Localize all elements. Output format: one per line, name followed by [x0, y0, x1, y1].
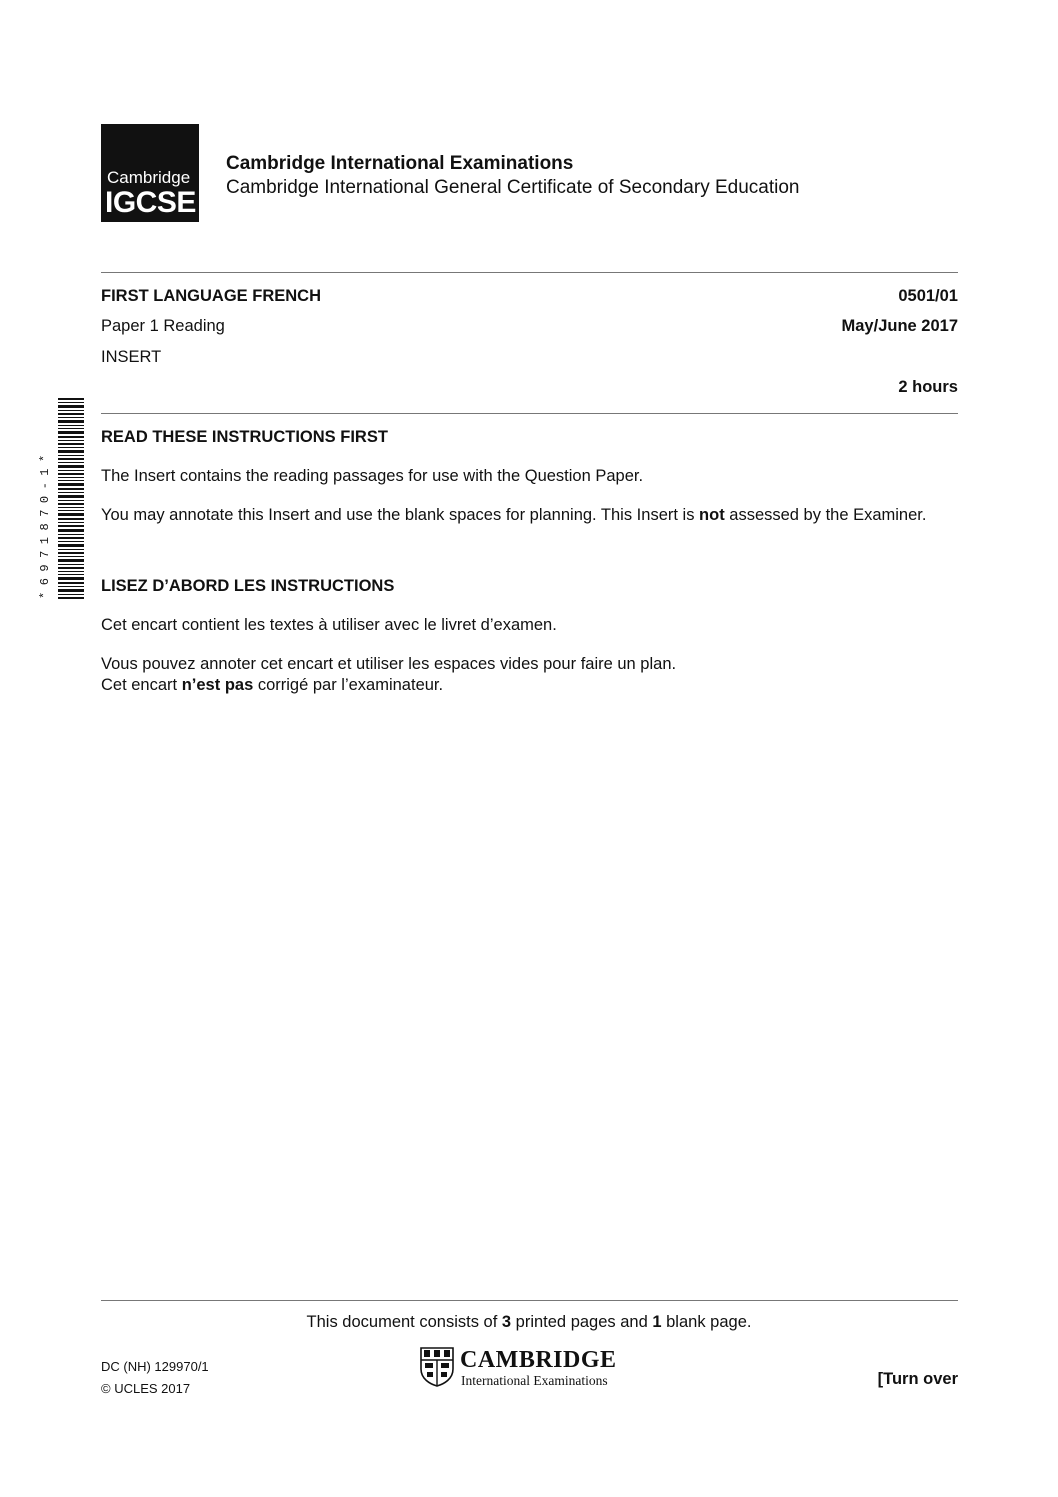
duration: 2 hours [898, 378, 958, 396]
instructions-en-p2-a: You may annotate this Insert and use the blank spaces for planning. This Insert is [101, 506, 700, 524]
exam-session: May/June 2017 [841, 317, 958, 335]
page-count-b: printed pages and [511, 1313, 653, 1331]
barcode-text: *6971870-1* [38, 448, 52, 599]
document-code-block [101, 1356, 209, 1400]
instructions-heading-en: READ THESE INSTRUCTIONS FIRST [101, 428, 388, 446]
barcode [38, 398, 86, 600]
paper-code: 0501/01 [898, 287, 958, 305]
insert-label: INSERT [101, 348, 162, 366]
instructions-fr-p3-a: Cet encart [101, 676, 182, 694]
org-subtitle: Cambridge International General Certificate of Secondary Education [226, 177, 800, 198]
doc-code: DC (NH) 129970/1 [101, 1359, 209, 1374]
instructions-fr-p3 [101, 675, 958, 696]
page-count-note [0, 1313, 1058, 1332]
barcode-graphic [38, 398, 86, 600]
instructions-en-p2 [101, 505, 958, 526]
top-divider [101, 272, 958, 273]
logo-small-text: Cambridge [107, 168, 191, 187]
subject-title: FIRST LANGUAGE FRENCH [101, 287, 321, 305]
blank-pages-count: 1 [652, 1313, 662, 1331]
cambridge-wordmark: CAMBRIDGE [460, 1347, 617, 1373]
mid-divider [101, 413, 958, 414]
paper-name: Paper 1 Reading [101, 317, 225, 335]
cambridge-igcse-logo [101, 124, 199, 222]
cambridge-crest-icon [420, 1347, 454, 1387]
instructions-heading-fr: LISEZ D’ABORD LES INSTRUCTIONS [101, 577, 395, 595]
cambridge-examinations-logo [420, 1347, 630, 1389]
copyright: © UCLES 2017 [101, 1381, 191, 1396]
logo-big-text: IGCSE [105, 186, 196, 219]
page-count-a: This document consists of [306, 1313, 502, 1331]
printed-pages-count: 3 [501, 1313, 512, 1331]
org-name: Cambridge International Examinations [226, 153, 574, 174]
cambridge-wordmark-sub: International Examinations [461, 1373, 608, 1388]
instructions-en-p2-b: assessed by the Examiner. [724, 506, 927, 524]
instructions-fr-p3-b: corrigé par l’examinateur. [253, 676, 444, 694]
instructions-fr-p3-bold: n’est pas [181, 676, 254, 694]
instructions-fr-p2: Vous pouvez annoter cet encart et utiliser les espaces vides pour faire un plan. [101, 655, 677, 673]
footer-divider [101, 1300, 958, 1301]
page-count-c: blank page. [661, 1313, 752, 1331]
turn-over: [Turn over [877, 1370, 958, 1388]
instructions-fr-p1: Cet encart contient les textes à utiliser avec le livret d’examen. [101, 616, 557, 634]
instructions-en-p1: The Insert contains the reading passages for use with the Question Paper. [101, 467, 644, 485]
instructions-en-p2-bold: not [699, 506, 725, 524]
